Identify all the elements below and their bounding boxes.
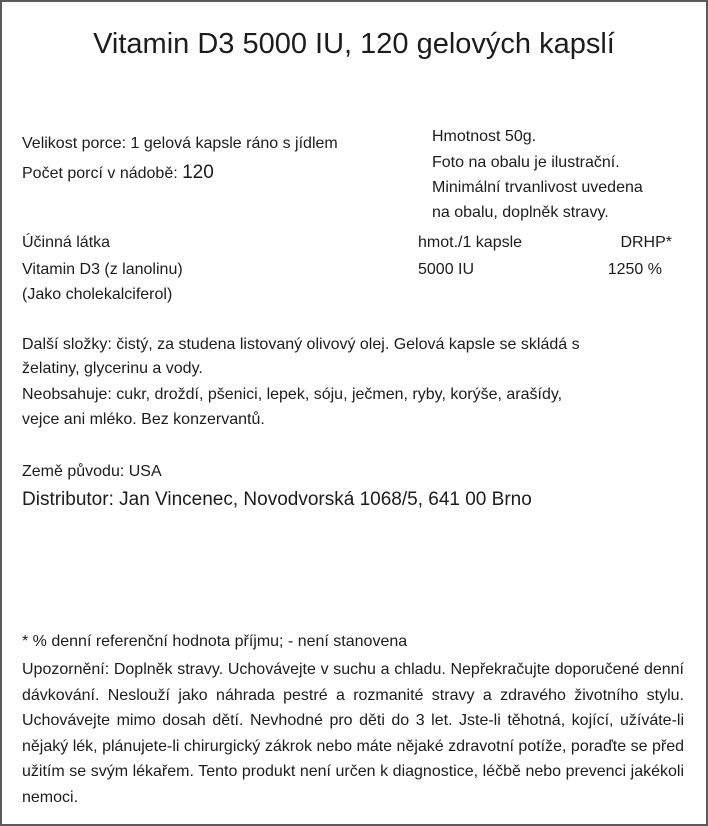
ingredient-note: (Jako cholekalciferol) <box>22 286 173 303</box>
free-from-line-1: Neobsahuje: cukr, droždí, pšenici, lepek, sóju, ječmen, ryby, korýše, arašídy, <box>22 386 563 403</box>
ingredient-drhp: 1250 % <box>607 261 662 278</box>
servings-per-container <box>22 162 214 184</box>
serving-size: Velikost porce: 1 gelová kapsle ráno s jídlem <box>22 135 338 152</box>
servings-value: 120 <box>182 162 214 183</box>
distributor: Distributor: Jan Vincenec, Novodvorská 1068/5, 641 00 Brno <box>22 489 532 510</box>
free-from-line-2: vejce ani mléko. Bez konzervantů. <box>22 411 265 428</box>
table-header-amount: hmot./1 kapsle <box>418 234 523 251</box>
ingredient-amount: 5000 IU <box>418 261 475 278</box>
servings-label: Počet porcí v nádobě: <box>22 165 178 182</box>
other-ingredients-line-2: želatiny, glycerinu a vody. <box>22 360 203 377</box>
country-of-origin: Země původu: USA <box>22 463 162 480</box>
table-header-drhp: DRHP* <box>620 234 672 251</box>
product-title: Vitamin D3 5000 IU, 120 gelových kapslí <box>93 28 615 60</box>
ingredient-name: Vitamin D3 (z lanolinu) <box>22 261 183 278</box>
other-ingredients-line-1: Další složky: čistý, za studena listovaný olivový olej. Gelová kapsle se skládá s <box>22 336 580 353</box>
warning-text: Upozornění: Doplněk stravy. Uchovávejte v suchu a chladu. Nepřekračujte doporučené denní dávkování. Neslouží jako náhrada pestré a rozmanité stravy a zdravého životního stylu. Uchovávejte mimo dosah dětí. Nevhodné pro děti do 3 let. Jste-li těhotná, kojící, užíváte-li nějaký lék, plánujete-li chirurgický zákrok nebo máte nějaké zdravotní potíže, poraďte se před užitím se svým lékařem. Tento produkt není určen k diagnostice, léčbě nebo prevenci jakékoli nemoci. <box>22 661 684 806</box>
info-line-supplement: na obalu, doplněk stravy. <box>432 204 609 221</box>
info-line-expiry: Minimální trvanlivost uvedena <box>432 179 643 196</box>
info-line-weight: Hmotnost 50g. <box>432 128 537 145</box>
table-header-substance: Účinná látka <box>22 234 111 251</box>
info-line-photo: Foto na obalu je ilustrační. <box>432 154 620 171</box>
drhp-footnote: * % denní referenční hodnota příjmu; - není stanovena <box>22 633 408 650</box>
